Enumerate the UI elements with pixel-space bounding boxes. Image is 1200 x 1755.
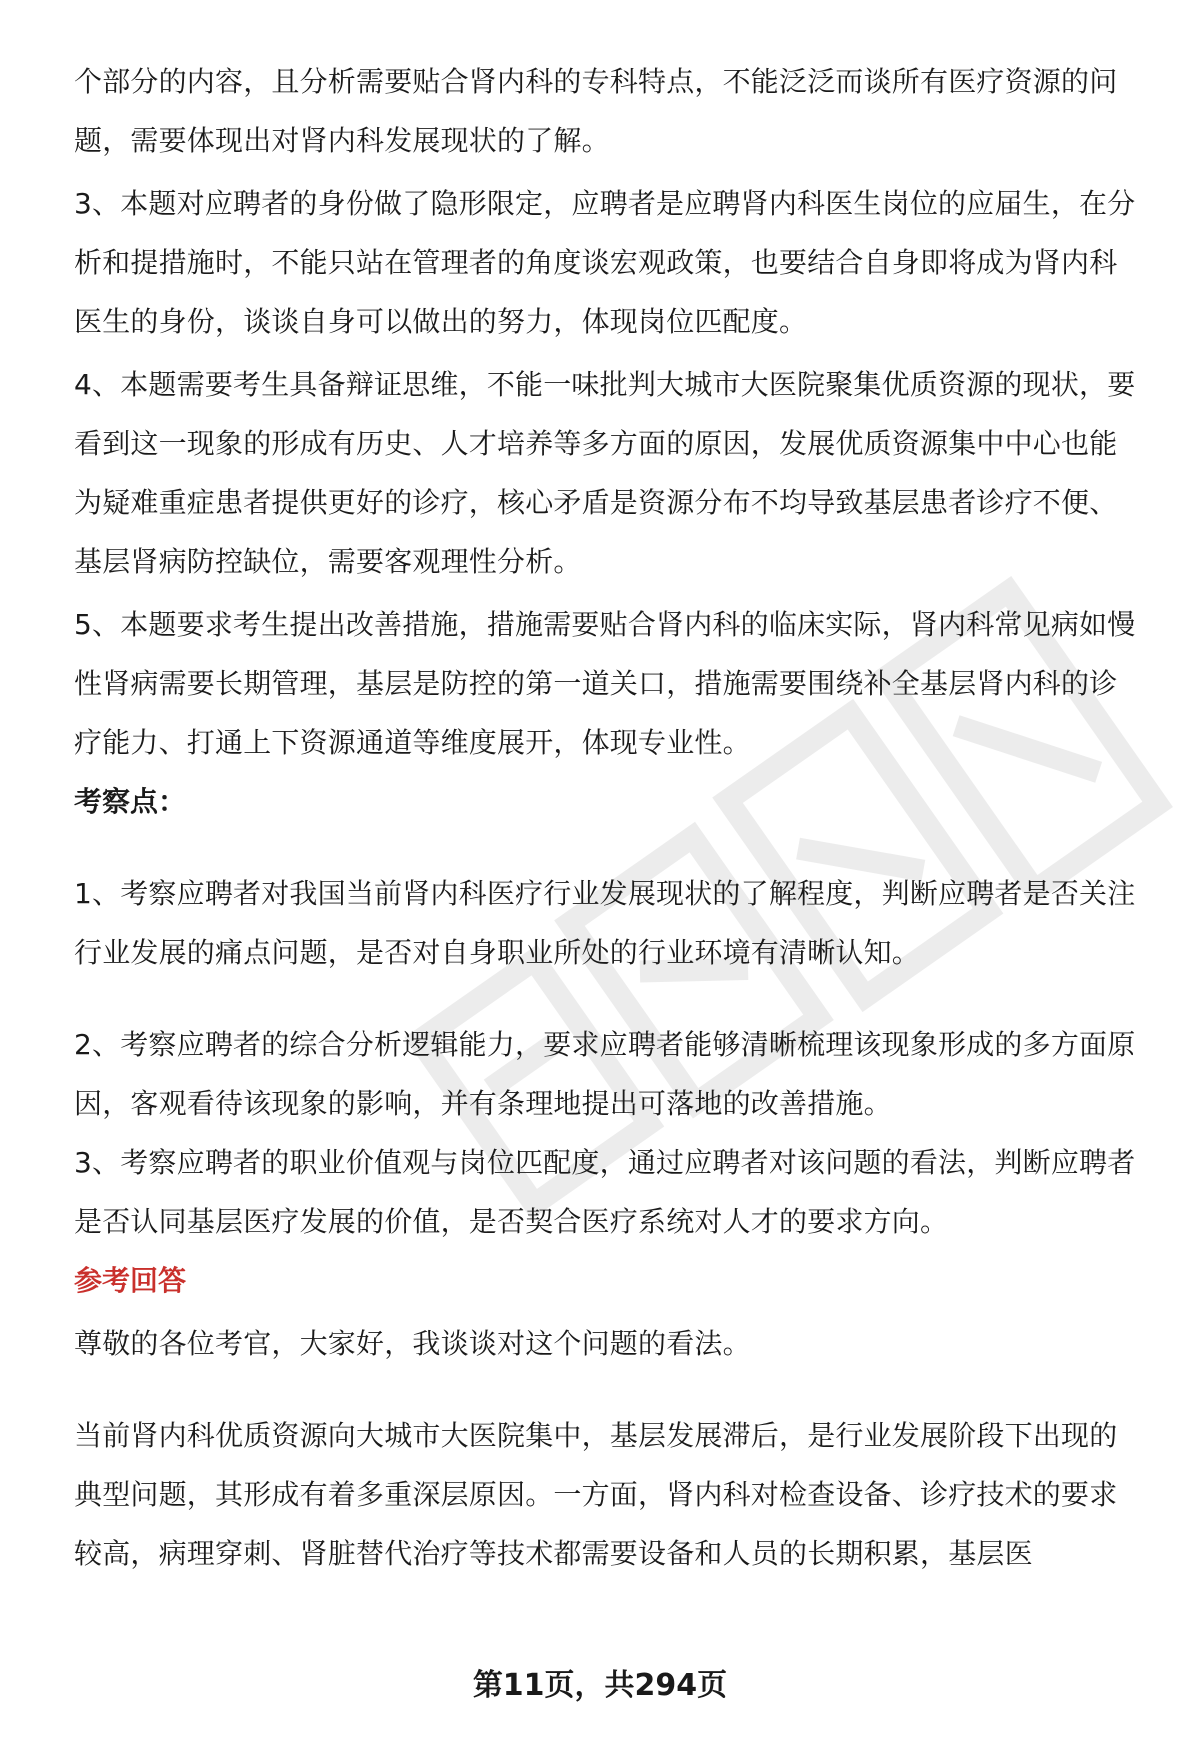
document-content	[74, 52, 1144, 1583]
examine-item-3: 3、考察应聘者的职业价值观与岗位匹配度，通过应聘者对该问题的看法，判断应聘者是否认同基层医疗发展的价值，是否契合医疗系统对人才的要求方向。	[74, 1146, 1136, 1238]
answer-greeting: 尊敬的各位考官，大家好，我谈谈对这个问题的看法。	[74, 1327, 751, 1360]
paragraph-intro-continued: 个部分的内容，且分析需要贴合肾内科的专科特点，不能泛泛而谈所有医疗资源的问题，需要体现出对肾内科发展现状的了解。	[74, 65, 1118, 157]
examine-item-1: 1、考察应聘者对我国当前肾内科医疗行业发展现状的了解程度，判断应聘者是否关注行业发展的痛点问题，是否对自身职业所处的行业环境有清晰认知。	[74, 877, 1136, 969]
paragraph-point-3: 3、本题对应聘者的身份做了隐形限定，应聘者是应聘肾内科医生岗位的应届生，在分析和提措施时，不能只站在管理者的角度谈宏观政策，也要结合自身即将成为肾内科医生的身份，谈谈自身可以做出的努力，体现岗位匹配度。	[74, 187, 1136, 338]
paragraph-point-4: 4、本题需要考生具备辩证思维，不能一味批判大城市大医院聚集优质资源的现状，要看到这一现象的形成有历史、人才培养等多方面的原因，发展优质资源集中中心也能为疑难重症患者提供更好的诊疗，核心矛盾是资源分布不均导致基层患者诊疗不便、基层肾病防控缺位，需要客观理性分析。	[74, 368, 1136, 578]
page-number: 第11页，共294页	[472, 1668, 728, 1703]
heading-reference-answer: 参考回答	[74, 1264, 187, 1297]
paragraph-point-5: 5、本题要求考生提出改善措施，措施需要贴合肾内科的临床实际，肾内科常见病如慢性肾病需要长期管理，基层是防控的第一道关口，措施需要围绕补全基层肾内科的诊疗能力、打通上下资源通道等维度展开，体现专业性。	[74, 608, 1136, 759]
answer-body: 当前肾内科优质资源向大城市大医院集中，基层发展滞后，是行业发展阶段下出现的典型问题，其形成有着多重深层原因。一方面，肾内科对检查设备、诊疗技术的要求较高，病理穿刺、肾脏替代治疗等技术都需要设备和人员的长期积累，基层医	[74, 1419, 1118, 1570]
heading-examine-points: 考察点：	[74, 785, 187, 818]
examine-item-2: 2、考察应聘者的综合分析逻辑能力，要求应聘者能够清晰梳理该现象形成的多方面原因，客观看待该现象的影响，并有条理地提出可落地的改善措施。	[74, 1028, 1136, 1120]
